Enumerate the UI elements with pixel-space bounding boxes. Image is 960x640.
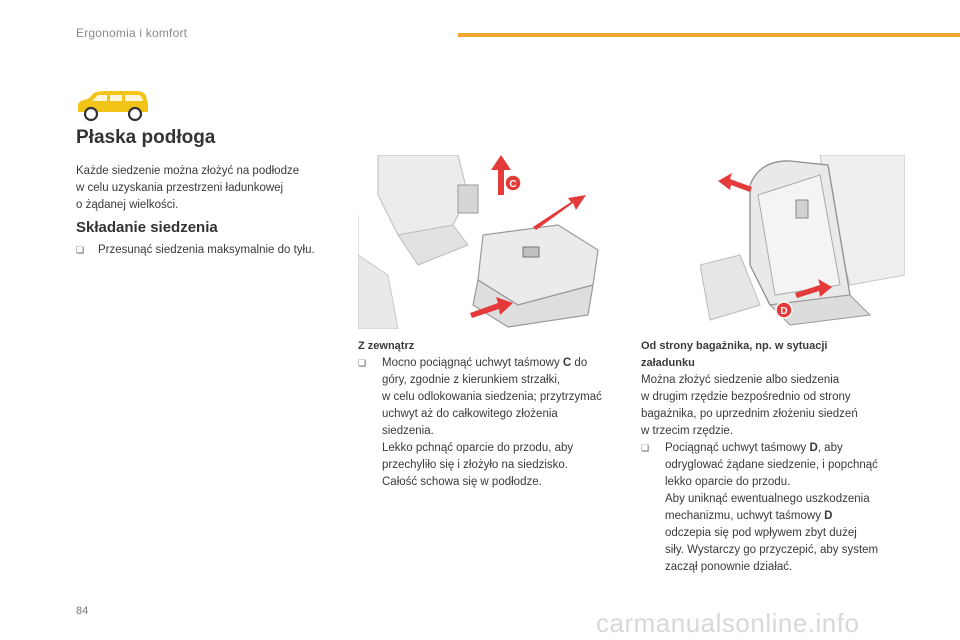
seat-fold-outside-illustration bbox=[358, 155, 620, 329]
outside-bullet-line: Całość schowa się w podłodze. bbox=[382, 476, 542, 488]
trunk-bullet-line: Aby uniknąć ewentualnego uszkodzenia bbox=[665, 493, 870, 505]
trunk-instructions bbox=[641, 338, 911, 576]
car-side-icon bbox=[74, 90, 150, 122]
outside-bullet-suffix: do bbox=[574, 357, 588, 369]
trunk-bullet-line: Pociągnąć uchwyt taśmowy bbox=[665, 442, 807, 454]
outside-bullet bbox=[358, 355, 628, 372]
outside-bullet-line: w celu odlokowania siedzenia; przytrzymać bbox=[382, 391, 602, 403]
intro-line: w celu uzyskania przestrzeni ładunkowej bbox=[76, 182, 284, 194]
outside-bullet-line: siedzenia. bbox=[382, 425, 434, 437]
folding-subtitle: Składanie siedzenia bbox=[76, 219, 218, 236]
trunk-text-line: w drugim rzędzie bezpośrednio od strony bbox=[641, 391, 851, 403]
outside-bullet-line: Mocno pociągnąć uchwyt taśmowy bbox=[382, 357, 560, 369]
checkbox-icon: ❏ bbox=[358, 358, 367, 368]
header-accent-rule bbox=[458, 33, 960, 37]
trunk-bullet-line: odczepia się pod wpływem zbyt dużej bbox=[665, 527, 857, 539]
handle-ref-d: D bbox=[809, 442, 818, 454]
trunk-text-line: bagażnika, po uprzednim złożeniu siedzeń bbox=[641, 408, 858, 420]
outside-bullet-line: uchwyt aż do całkowitego złożenia bbox=[382, 408, 558, 420]
trunk-text-line: Można złożyć siedzenie albo siedzenia bbox=[641, 374, 840, 386]
outside-heading: Z zewnątrz bbox=[358, 340, 415, 352]
intro-text bbox=[76, 163, 346, 214]
handle-ref-c: C bbox=[562, 357, 572, 369]
trunk-heading: Od strony bagażnika, np. w sytuacji bbox=[641, 340, 828, 352]
page-number: 84 bbox=[76, 605, 89, 617]
intro-line: Każde siedzenie można złożyć na podłodze bbox=[76, 165, 300, 177]
outside-instructions bbox=[358, 338, 628, 491]
trunk-bullet-text: mechanizmu, uchwyt taśmowy bbox=[665, 510, 821, 522]
folding-bullet-text: Przesunąć siedzenia maksymalnie do tyłu. bbox=[98, 244, 315, 256]
trunk-bullet-suffix: , aby bbox=[817, 442, 843, 454]
header-title: Ergonomia i komfort bbox=[76, 26, 188, 40]
handle-ref-d: D bbox=[824, 510, 833, 522]
outside-bullet-line: góry, zgodnie z kierunkiem strzałki, bbox=[382, 374, 561, 386]
trunk-bullet-line: lekko oparcie do przodu. bbox=[665, 476, 791, 488]
outside-bullet-line: Lekko pchnąć oparcie do przodu, aby bbox=[382, 442, 574, 454]
folding-bullet bbox=[76, 244, 315, 256]
trunk-bullet-line bbox=[641, 508, 911, 525]
trunk-bullet bbox=[641, 440, 911, 457]
handle-label-d: D bbox=[780, 306, 788, 317]
handle-label-c: C bbox=[509, 179, 517, 190]
checkbox-icon: ❏ bbox=[76, 245, 85, 255]
intro-line: o żądanej wielkości. bbox=[76, 199, 179, 211]
section-title: Płaska podłoga bbox=[76, 127, 216, 148]
watermark: carmanualsonline.info bbox=[596, 608, 860, 638]
trunk-bullet-line: odryglować żądane siedzenie, i popchnąć bbox=[665, 459, 878, 471]
seat-fold-trunk-illustration bbox=[700, 155, 905, 327]
trunk-heading: załadunku bbox=[641, 357, 695, 369]
trunk-bullet-line: siły. Wystarczy go przyczepić, aby system bbox=[665, 544, 879, 556]
trunk-text-line: w trzecim rzędzie. bbox=[641, 425, 734, 437]
trunk-bullet-line: zaczął ponownie działać. bbox=[665, 561, 793, 573]
outside-bullet-line: przechyliło się i złożyło na siedzisko. bbox=[382, 459, 568, 471]
checkbox-icon: ❏ bbox=[641, 443, 650, 453]
